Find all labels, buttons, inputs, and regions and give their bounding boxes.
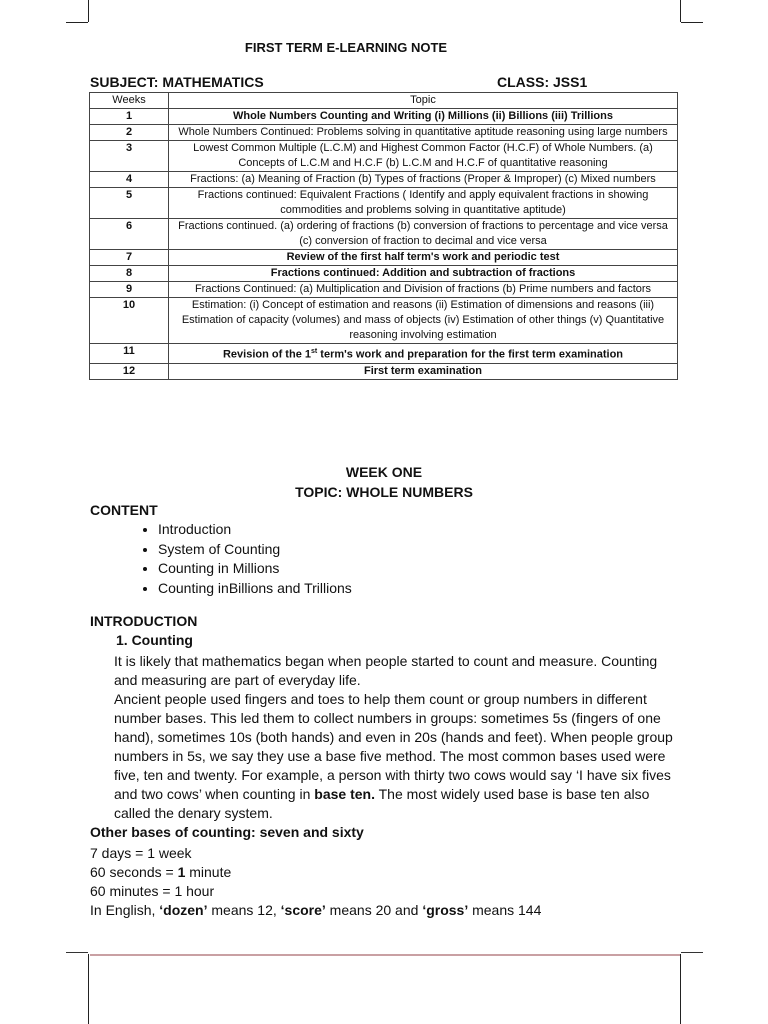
crop-mark-top-right-horizontal [681, 22, 703, 23]
table-row [90, 141, 678, 172]
topic-cell: Review of the first half term's work and periodic test [169, 250, 678, 266]
list-item: • Counting in Millions [158, 559, 352, 579]
fact-line [90, 902, 541, 918]
list-item: • Introduction [158, 520, 352, 540]
week-cell: 6 [90, 219, 169, 250]
footer-divider [90, 954, 680, 956]
week-cell: 2 [90, 125, 169, 141]
table-row [90, 125, 678, 141]
topic-label: TOPIC: WHOLE NUMBERS [295, 484, 473, 500]
scheme-of-work-table [89, 92, 678, 380]
fact-text: minute [185, 864, 232, 880]
table-header-row [90, 93, 678, 109]
week-cell: 5 [90, 188, 169, 219]
fact-line: 60 minutes = 1 hour [90, 883, 215, 899]
week-one-heading [0, 462, 768, 502]
topic-cell: Fractions continued: Equivalent Fractions ( Identify and apply equivalent fractions in showing commodities and problems solving in quantitative aptitude) [169, 188, 678, 219]
topic-text: Revision of the 1 [222, 348, 311, 361]
week-cell: 3 [90, 141, 169, 172]
week-cell: 9 [90, 282, 169, 298]
list-item: • Counting inBillions and Trillions [158, 579, 352, 599]
emphasis-text: base ten. [314, 786, 375, 802]
document-title: FIRST TERM E-LEARNING NOTE [244, 40, 448, 55]
emphasis-text: ‘gross’ [422, 902, 469, 918]
content-heading: CONTENT [90, 502, 158, 518]
crop-mark-top-left-vertical [88, 0, 89, 22]
topic-cell: First term examination [169, 363, 678, 379]
counting-subheading: 1. Counting [116, 632, 193, 648]
table-row [90, 363, 678, 379]
table-row [90, 298, 678, 344]
header-weeks: Weeks [90, 93, 169, 109]
crop-mark-bottom-left-vertical [88, 954, 89, 1024]
header-topic: Topic [169, 93, 678, 109]
table-row [90, 188, 678, 219]
week-cell: 1 [90, 109, 169, 125]
crop-mark-top-right-vertical [680, 0, 681, 22]
table-row [90, 266, 678, 282]
subject-label: SUBJECT: MATHEMATICS [90, 74, 264, 90]
class-label: CLASS: JSS1 [497, 74, 588, 90]
week-cell: 4 [90, 172, 169, 188]
fact-text: means 20 and [325, 902, 423, 918]
emphasis-text: ‘dozen’ [159, 902, 208, 918]
crop-mark-top-left-horizontal [66, 22, 88, 23]
paragraph: It is likely that mathematics began when people started to count and measure. Counting and measuring are part of everyday life. [114, 653, 658, 688]
week-cell: 10 [90, 298, 169, 344]
topic-cell: Fractions: (a) Meaning of Fraction (b) Types of fractions (Proper & Improper) (c) Mixed numbers [169, 172, 678, 188]
topic-cell: Fractions continued. (a) ordering of fractions (b) conversion of fractions to percentage and vice versa (c) conversion of fraction to decimal and vice versa [169, 219, 678, 250]
table-row [90, 344, 678, 364]
topic-cell: Whole Numbers Counting and Writing (i) Millions (ii) Billions (iii) Trillions [169, 109, 678, 125]
content-list [90, 520, 352, 598]
crop-mark-bottom-right-horizontal [681, 952, 703, 953]
other-bases-heading: Other bases of counting: seven and sixty [90, 824, 364, 840]
topic-cell: Fractions continued: Addition and subtraction of fractions [169, 266, 678, 282]
superscript: st [311, 348, 318, 355]
topic-text: term's work and preparation for the first term examination [317, 348, 624, 361]
table-row [90, 250, 678, 266]
topic-cell: Estimation: (i) Concept of estimation and reasons (ii) Estimation of dimensions and reasons (iii) Estimation of capacity (volumes) and mass of objects (iv) Estimation of other things (v) Quantitative reasoning involving estimation [169, 298, 678, 344]
topic-cell: Fractions Continued: (a) Multiplication and Division of fractions (b) Prime numbers and factors [169, 282, 678, 298]
subject-class-row [90, 74, 678, 92]
week-cell: 11 [90, 344, 169, 364]
topic-cell: Whole Numbers Continued: Problems solving in quantitative aptitude reasoning using large numbers [169, 125, 678, 141]
fact-text: In English, [90, 902, 160, 918]
crop-mark-bottom-left-horizontal [66, 952, 88, 953]
topic-cell [169, 344, 678, 364]
table-row [90, 172, 678, 188]
fact-text: means 144 [468, 902, 542, 918]
week-cell: 12 [90, 363, 169, 379]
crop-mark-bottom-right-vertical [680, 954, 681, 1024]
list-item: • System of Counting [158, 540, 352, 560]
emphasis-text: 1 [177, 864, 186, 880]
fact-line: 7 days = 1 week [90, 845, 192, 861]
paragraph [114, 690, 680, 823]
paragraph-text: Ancient people used fingers and toes to help them count or group numbers in different number bases. This led them to collect numbers in groups: sometimes 5s (fingers of one hand), sometimes 10s (both hands) and even in 20s (hands and feet). When people group numbers in 5s, we say they use a base five method. The most common bases used were five, ten and twenty. For example, a person with thirty two cows would say ‘I have six fives and two cows’ when counting in [114, 691, 673, 802]
table-row [90, 109, 678, 125]
week-label: WEEK ONE [345, 464, 423, 480]
fact-line [90, 864, 231, 880]
fact-text: 60 seconds = [90, 864, 178, 880]
topic-cell: Lowest Common Multiple (L.C.M) and Highest Common Factor (H.C.F) of Whole Numbers. (a) Concepts of L.C.M and H.C.F (b) L.C.M and H.C.F of quantitative reasoning [169, 141, 678, 172]
week-cell: 8 [90, 266, 169, 282]
table-row [90, 219, 678, 250]
table-row [90, 282, 678, 298]
introduction-heading: INTRODUCTION [90, 613, 198, 629]
paragraph-text: The most widely used base is base ten also called the denary system. [114, 786, 650, 821]
emphasis-text: ‘score’ [280, 902, 326, 918]
fact-text: means 12, [207, 902, 281, 918]
week-cell: 7 [90, 250, 169, 266]
